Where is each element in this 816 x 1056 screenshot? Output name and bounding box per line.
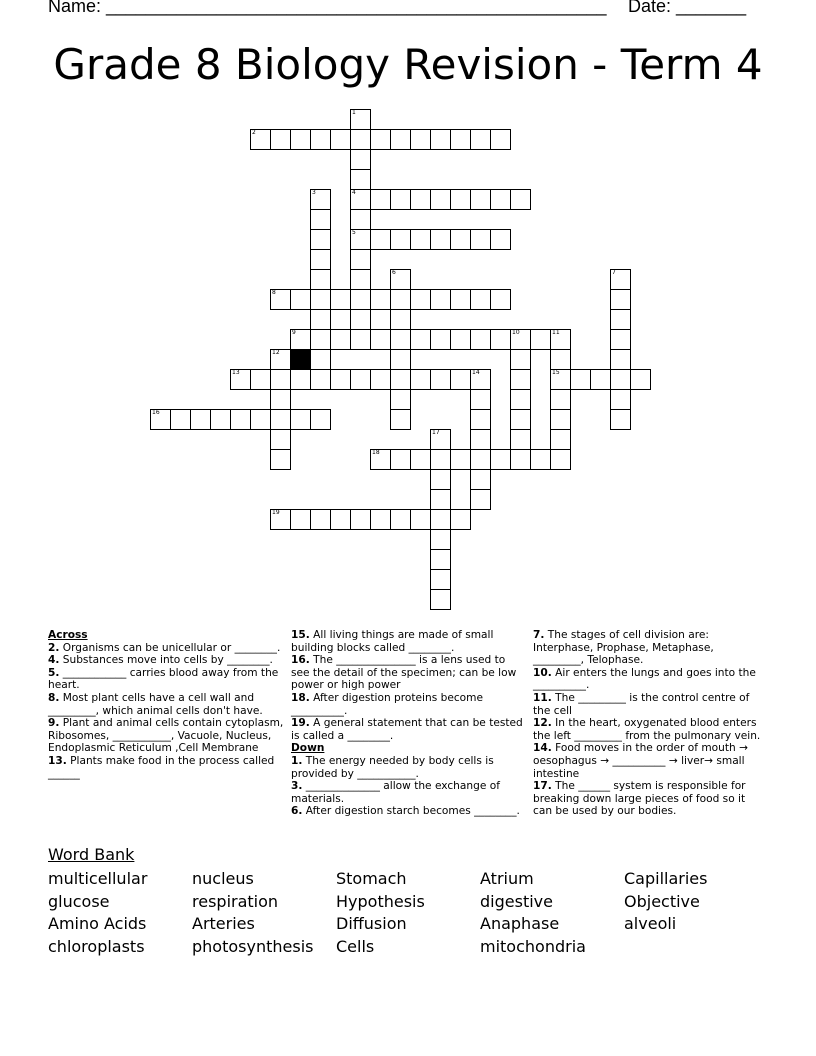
word-bank-word: chloroplasts <box>48 937 145 956</box>
clue-down-1: 1. The energy needed by body cells is provided by ___________. <box>291 754 494 780</box>
crossword-cell[interactable] <box>430 549 451 570</box>
crossword-cell[interactable] <box>550 449 571 470</box>
crossword-cell[interactable] <box>270 289 291 310</box>
crossword-cell[interactable] <box>270 129 291 150</box>
clue-number-label: 4 <box>352 189 356 196</box>
clue-number-label: 6 <box>392 269 396 276</box>
clue-down-6: 6. After digestion starch becomes ________. <box>291 805 520 818</box>
crossword-cell[interactable] <box>490 229 511 250</box>
crossword-cell[interactable] <box>510 189 531 210</box>
crossword-cell[interactable] <box>410 329 431 350</box>
crossword-cell[interactable] <box>550 349 571 370</box>
clue-number-label: 14 <box>472 369 480 376</box>
clue-across-16: 16. The _______________ is a lens used to see the detail of the specimen; can be low power or high power <box>291 654 517 692</box>
crossword-cell[interactable] <box>390 349 411 370</box>
page-title: Grade 8 Biology Revision - Term 4 <box>53 40 763 89</box>
crossword-cell[interactable] <box>610 289 631 310</box>
clue-across-5: 5. ____________ carries blood away from the heart. <box>48 666 279 692</box>
crossword-cell[interactable] <box>510 389 531 410</box>
crossword-cell[interactable] <box>450 329 471 350</box>
crossword-cell[interactable] <box>530 449 551 470</box>
crossword-cell[interactable] <box>350 289 371 310</box>
crossword-cell[interactable] <box>470 429 491 450</box>
crossword-cell[interactable] <box>610 329 631 350</box>
crossword-cell[interactable] <box>270 369 291 390</box>
clue-across-18: 18. After digestion proteins become __________. <box>291 691 483 717</box>
across-heading: Across <box>48 629 88 641</box>
clue-across-9: 9. Plant and animal cells contain cytoplasm, Ribosomes, ___________, Vacuole, Nucleus, Endoplasmic Reticulum ,Cell Membrane <box>48 717 284 755</box>
crossword-cell[interactable] <box>470 229 491 250</box>
crossword-cell[interactable] <box>370 509 391 530</box>
crossword-cell[interactable] <box>430 469 451 490</box>
crossword-cell[interactable] <box>470 289 491 310</box>
clue-down-11: 11. The _________ is the control centre of the cell <box>533 691 750 717</box>
crossword-cell[interactable] <box>550 429 571 450</box>
crossword-cell[interactable] <box>390 309 411 330</box>
crossword-cell[interactable] <box>390 409 411 430</box>
word-bank-word: Capillaries <box>624 869 708 888</box>
word-bank-word: Anaphase <box>480 914 560 933</box>
crossword-cell[interactable] <box>450 289 471 310</box>
clues-column-1 <box>48 629 288 780</box>
crossword-cell[interactable] <box>430 369 451 390</box>
crossword-cell[interactable] <box>270 409 291 430</box>
crossword-cell[interactable] <box>430 449 451 470</box>
clue-number-label: 17 <box>432 429 440 436</box>
clue-number-label: 12 <box>272 349 280 356</box>
crossword-cell[interactable] <box>310 509 331 530</box>
crossword-cell[interactable] <box>290 129 311 150</box>
crossword-cell[interactable] <box>550 409 571 430</box>
crossword-cell[interactable] <box>370 369 391 390</box>
crossword-cell[interactable] <box>190 409 211 430</box>
crossword-black-cell <box>290 349 311 370</box>
crossword-cell[interactable] <box>250 409 271 430</box>
clue-number-label: 5 <box>352 229 356 236</box>
crossword-cell[interactable] <box>610 349 631 370</box>
crossword-cell[interactable] <box>510 369 531 390</box>
crossword-cell[interactable] <box>170 409 191 430</box>
word-bank-word: Cells <box>336 937 375 956</box>
clue-number-label: 18 <box>372 449 380 456</box>
crossword-cell[interactable] <box>430 129 451 150</box>
crossword-cell[interactable] <box>550 389 571 410</box>
crossword-cell[interactable] <box>290 289 311 310</box>
crossword-cell[interactable] <box>390 329 411 350</box>
clue-number-label: 3 <box>312 189 316 196</box>
crossword-cell[interactable] <box>470 389 491 410</box>
crossword-cell[interactable] <box>270 349 291 370</box>
crossword-cell[interactable] <box>450 449 471 470</box>
crossword-cell[interactable] <box>470 129 491 150</box>
crossword-cell[interactable] <box>350 269 371 290</box>
crossword-cell[interactable] <box>350 309 371 330</box>
crossword-cell[interactable] <box>270 429 291 450</box>
clue-down-14: 14. Food moves in the order of mouth → oesophagus → __________ → liver→ small intestine <box>533 742 748 780</box>
crossword-cell[interactable] <box>370 289 391 310</box>
crossword-cell[interactable] <box>430 329 451 350</box>
crossword-cell[interactable] <box>390 129 411 150</box>
crossword-cell[interactable] <box>610 409 631 430</box>
crossword-cell[interactable] <box>390 389 411 410</box>
word-bank-word: Arteries <box>192 914 255 933</box>
down-heading: Down <box>291 742 325 755</box>
clues-column-2 <box>291 629 527 818</box>
crossword-cell[interactable] <box>270 509 291 530</box>
crossword-cell[interactable] <box>430 529 451 550</box>
clue-across-4: 4. Substances move into cells by ________. <box>48 654 273 667</box>
clue-down-7: 7. The stages of cell division are: Interphase, Prophase, Metaphase, _________, Telophase. <box>533 629 714 667</box>
crossword-cell[interactable] <box>410 509 431 530</box>
crossword-cell[interactable] <box>510 449 531 470</box>
crossword-cell[interactable] <box>330 369 351 390</box>
crossword-cell[interactable] <box>390 509 411 530</box>
clue-down-3: 3. ______________ allow the exchange of materials. <box>291 780 500 805</box>
crossword-cell[interactable] <box>310 409 331 430</box>
crossword-cell[interactable] <box>270 389 291 410</box>
clue-down-17: 17. The ______ system is responsible for breaking down large pieces of food so it can be used by our bodies. <box>533 780 746 818</box>
word-bank-word: nucleus <box>192 869 254 888</box>
clue-across-2: 2. Organisms can be unicellular or ________. <box>48 641 281 654</box>
crossword-cell[interactable] <box>370 329 391 350</box>
crossword-cell[interactable] <box>330 129 351 150</box>
crossword-cell[interactable] <box>370 129 391 150</box>
crossword-cell[interactable] <box>310 209 331 230</box>
crossword-cell[interactable] <box>430 569 451 590</box>
word-bank-title: Word Bank <box>48 845 135 864</box>
clue-number-label: 9 <box>292 329 296 336</box>
crossword-cell[interactable] <box>150 409 171 430</box>
crossword-cell[interactable] <box>270 449 291 470</box>
clue-across-19: 19. A general statement that can be tested is called a ________. <box>291 717 523 742</box>
clue-number-label: 8 <box>272 289 276 296</box>
crossword-cell[interactable] <box>610 369 631 390</box>
crossword-cell[interactable] <box>310 249 331 270</box>
clue-across-15: 15. All living things are made of small building blocks called ________. <box>291 629 494 654</box>
crossword-cell[interactable] <box>310 229 331 250</box>
word-bank-word: alveoli <box>624 914 677 933</box>
word-bank-word: Diffusion <box>336 914 407 933</box>
crossword-cell[interactable] <box>230 369 251 390</box>
crossword-cell[interactable] <box>330 509 351 530</box>
crossword-cell[interactable] <box>310 369 331 390</box>
crossword-cell[interactable] <box>450 129 471 150</box>
crossword-cell[interactable] <box>410 449 431 470</box>
crossword-cell[interactable] <box>470 449 491 470</box>
crossword-cell[interactable] <box>290 409 311 430</box>
crossword-cell[interactable] <box>310 349 331 370</box>
crossword-cell[interactable] <box>290 329 311 350</box>
crossword-cell[interactable] <box>450 509 471 530</box>
crossword-cell[interactable] <box>550 369 571 390</box>
clue-number-label: 7 <box>612 269 616 276</box>
crossword-cell[interactable] <box>390 269 411 290</box>
clues-column-3 <box>533 629 765 818</box>
crossword-cell[interactable] <box>470 329 491 350</box>
crossword-cell[interactable] <box>350 329 371 350</box>
word-bank-word: Amino Acids <box>48 914 147 933</box>
crossword-cell[interactable] <box>410 189 431 210</box>
crossword-cell[interactable] <box>310 289 331 310</box>
crossword-cell[interactable] <box>430 429 451 450</box>
crossword-cell[interactable] <box>350 369 371 390</box>
clue-number-label: 11 <box>552 329 560 336</box>
crossword-cell[interactable] <box>610 389 631 410</box>
crossword-cell[interactable] <box>430 189 451 210</box>
crossword-cell[interactable] <box>490 189 511 210</box>
crossword-cell[interactable] <box>450 189 471 210</box>
crossword-cell[interactable] <box>610 269 631 290</box>
word-bank-word: Hypothesis <box>336 892 425 911</box>
crossword-cell[interactable] <box>470 469 491 490</box>
crossword-cell[interactable] <box>430 289 451 310</box>
word-bank-word: Atrium <box>480 869 534 888</box>
crossword-cell[interactable] <box>490 129 511 150</box>
crossword-cell[interactable] <box>490 289 511 310</box>
crossword-cell[interactable] <box>370 189 391 210</box>
crossword-cell[interactable] <box>290 509 311 530</box>
crossword-cell[interactable] <box>430 229 451 250</box>
crossword-cell[interactable] <box>410 129 431 150</box>
crossword-cell[interactable] <box>210 409 231 430</box>
crossword-cell[interactable] <box>370 229 391 250</box>
crossword-cell[interactable] <box>330 289 351 310</box>
crossword-cell[interactable] <box>350 129 371 150</box>
crossword-cell[interactable] <box>590 369 611 390</box>
crossword-cell[interactable] <box>370 449 391 470</box>
crossword-cell[interactable] <box>350 169 371 190</box>
crossword-cell[interactable] <box>290 369 311 390</box>
crossword-cell[interactable] <box>350 109 371 130</box>
crossword-cell[interactable] <box>610 309 631 330</box>
crossword-cell[interactable] <box>510 409 531 430</box>
crossword-cell[interactable] <box>510 429 531 450</box>
crossword-cell[interactable] <box>350 189 371 210</box>
word-bank-word: Stomach <box>336 869 407 888</box>
name-line: Name: __________________________________________________ <box>48 0 607 16</box>
crossword-cell[interactable] <box>510 329 531 350</box>
crossword-cell[interactable] <box>430 489 451 510</box>
crossword-cell[interactable] <box>350 229 371 250</box>
crossword-cell[interactable] <box>470 489 491 510</box>
date-line: Date: _______ <box>628 0 747 16</box>
crossword-cell[interactable] <box>250 129 271 150</box>
crossword-cell[interactable] <box>450 229 471 250</box>
crossword-cell[interactable] <box>250 369 271 390</box>
crossword-cell[interactable] <box>450 369 471 390</box>
clue-down-12: 12. In the heart, oxygenated blood enters the left _________ from the pulmonary vein. <box>533 717 761 742</box>
crossword-cell[interactable] <box>350 209 371 230</box>
crossword-cell[interactable] <box>410 289 431 310</box>
clue-number-label: 13 <box>232 369 240 376</box>
word-bank-word: respiration <box>192 892 279 911</box>
word-bank-word: digestive <box>480 892 553 911</box>
crossword-cell[interactable] <box>310 329 331 350</box>
crossword-cell[interactable] <box>470 369 491 390</box>
crossword-cell[interactable] <box>350 149 371 170</box>
word-bank-word: Objective <box>624 892 700 911</box>
clue-across-13: 13. Plants make food in the process called ______ <box>48 754 275 780</box>
crossword-cell[interactable] <box>390 369 411 390</box>
word-bank-word: multicellular <box>48 869 148 888</box>
clue-number-label: 16 <box>152 409 160 416</box>
crossword-cell[interactable] <box>310 309 331 330</box>
crossword-cell[interactable] <box>410 369 431 390</box>
crossword-cell[interactable] <box>390 289 411 310</box>
crossword-cell[interactable] <box>390 449 411 470</box>
crossword-cell[interactable] <box>330 329 351 350</box>
crossword-cell[interactable] <box>470 409 491 430</box>
crossword-cell[interactable] <box>390 189 411 210</box>
crossword-cell[interactable] <box>350 509 371 530</box>
crossword-cell[interactable] <box>390 229 411 250</box>
crossword-cell[interactable] <box>310 269 331 290</box>
crossword-cell[interactable] <box>310 189 331 210</box>
crossword-cell[interactable] <box>310 129 331 150</box>
clue-number-label: 19 <box>272 509 280 516</box>
crossword-cell[interactable] <box>430 589 451 610</box>
crossword-cell[interactable] <box>530 329 551 350</box>
crossword-cell[interactable] <box>230 409 251 430</box>
clue-down-10: 10. Air enters the lungs and goes into the __________. <box>533 666 756 692</box>
clue-across-8: 8. Most plant cells have a cell wall and _________, which animal cells don't have. <box>48 691 263 717</box>
crossword-cell[interactable] <box>350 249 371 270</box>
crossword-cell[interactable] <box>470 189 491 210</box>
crossword-cell[interactable] <box>550 329 571 350</box>
crossword-cell[interactable] <box>630 369 651 390</box>
crossword-cell[interactable] <box>410 229 431 250</box>
clue-number-label: 2 <box>252 129 256 136</box>
crossword-cell[interactable] <box>570 369 591 390</box>
crossword-cell[interactable] <box>490 449 511 470</box>
clue-number-label: 1 <box>352 109 356 116</box>
crossword-cell[interactable] <box>490 329 511 350</box>
clue-number-label: 10 <box>512 329 520 336</box>
clue-number-label: 15 <box>552 369 560 376</box>
crossword-cell[interactable] <box>430 509 451 530</box>
word-bank-word: photosynthesis <box>192 937 314 956</box>
word-bank-word: mitochondria <box>480 937 586 956</box>
crossword-cell[interactable] <box>510 349 531 370</box>
word-bank-word: glucose <box>48 892 110 911</box>
